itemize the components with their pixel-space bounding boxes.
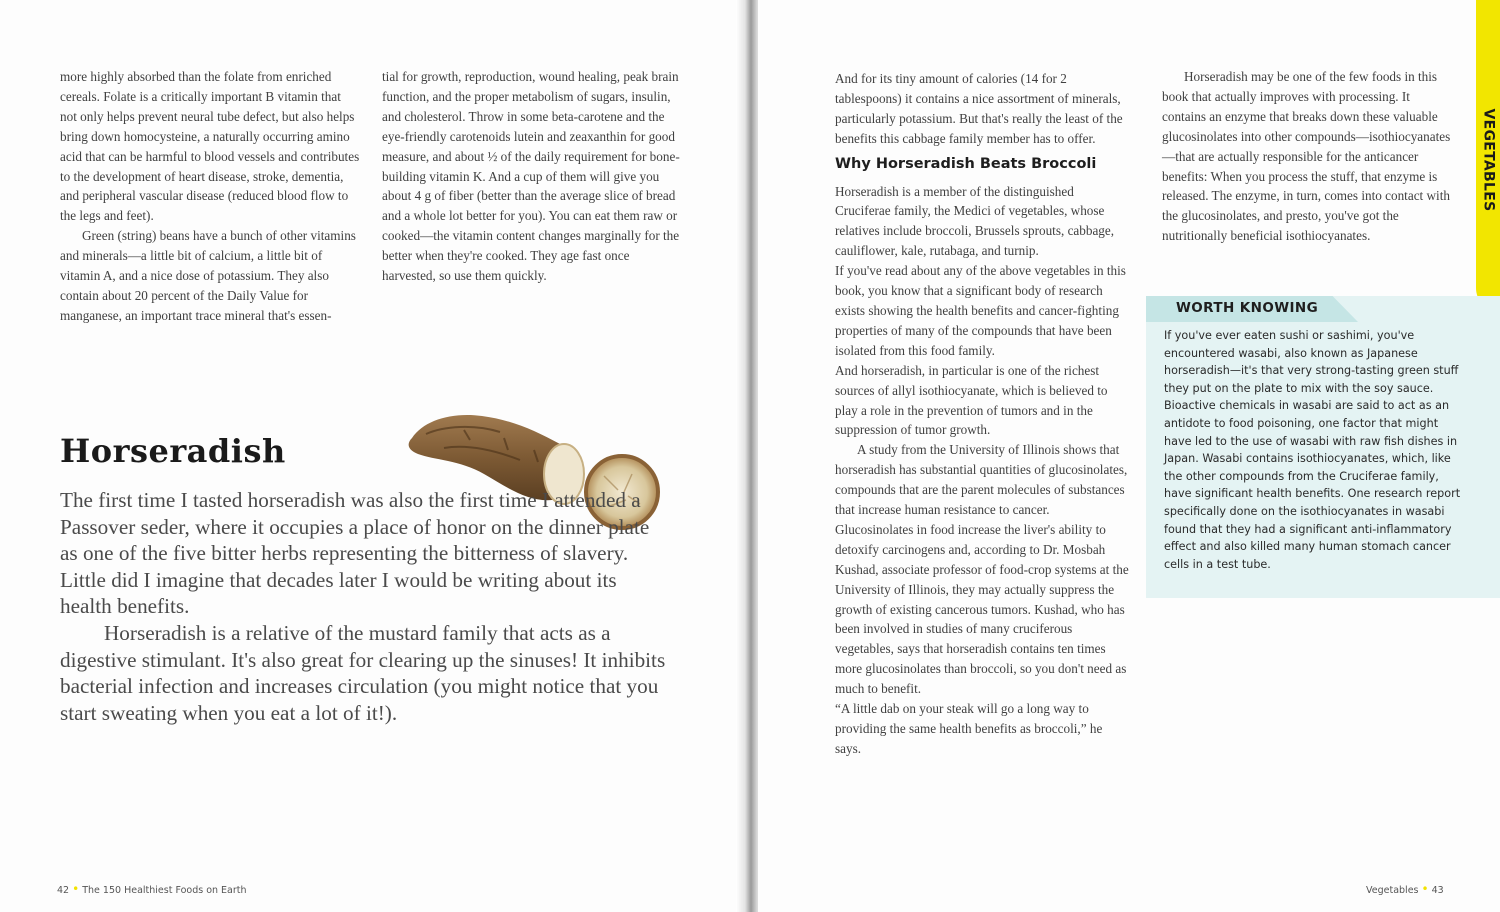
intro-paragraph: Horseradish is a relative of the mustard family that acts as a digestive stimulant. It's also great for clearing up the sinuses! It inhibits bacterial infection and increases circulation (you might notice that you start sweating when you eat a lot of it!). [60,620,666,725]
sidebar-body: If you've ever eaten sushi or sashimi, you've encountered wasabi, also known as Japanese horseradish—it's that very strong-tasting green stuff they put on the plate to mix with the soy sauce. Bioactive chemicals in wasabi are said to act as an antidote to food poisoning, one factor that might have led to the use of wasabi with raw fish dishes in Japan. Wasabi contains isothiocyanates, which, like the other compounds from the Cruciferae family, have significant health benefits. One research report specifically done on the isothiocyanates in wasabi found that they had a significant anti-inflammatory effect and also killed many human stomach cancer cells in a test tube. [1164,329,1461,571]
paragraph: Horseradish is a member of the distinguished Cruciferae family, the Medici of vegetables, whose relatives include broccoli, Brussels sprouts, cabbage, cauliflower, kale, rutabaga, and turnip. [835,183,1115,259]
section-title: Horseradish [60,432,286,470]
right-column-1 [835,69,1129,759]
paragraph: A study from the University of Illinois shows that horseradish has substantial quantities of glucosinolates, compounds that are the parent molecules of substances that increase human resistance to cancer. Glucosinolates in food increase the liver's ability to detoxify carcinogens and, according to Dr. Mosbah Kushad, associate professor of food-crop systems at the University of Illinois, they may actually suppress the growth of existing cancerous tumors. Kushad, who has been involved in studies of many cruciferous vegetables, says that horseradish contains ten times more glucosinolates than broccoli, so you don't need as much to benefit. [835,442,1129,697]
right-footer [1366,882,1444,896]
right-column-2 [1162,67,1454,246]
paragraph: more highly absorbed than the folate from enriched cereals. Folate is a critically important B vitamin that not only helps prevent neural tube defect, but also helps bring down homocysteine, a naturally occurring amino acid that can be harmful to blood vessels and contributes to the development of heart disease, stroke, dementia, and peripheral vascular disease (reduced blood flow to the legs and feet). [60,69,360,224]
paragraph: And for its tiny amount of calories (14 for 2 tablespoons) it contains a nice assortment of minerals, particularly potassium. But that's really the least of the benefits this cabbage family member has to offer. [835,71,1123,146]
bullet-icon: • [1421,882,1429,896]
left-column-2 [382,67,684,286]
right-page [758,0,1500,912]
left-footer [57,882,247,896]
left-page [0,0,748,912]
section-name: Vegetables [1366,885,1419,896]
page-number: 43 [1431,885,1444,896]
paragraph: tial for growth, reproduction, wound healing, peak brain function, and the proper metabolism of sugars, insulin, and cholesterol. Throw in some beta-carotene and the eye-friendly carotenoids lutein and zeaxanthin for good measure, and about ½ of the daily requirement for bone-building vitamin K. And a cup of them will give you about 4 g of fiber (better than the average slice of bread and a whole lot better for you). You can eat them raw or cooked—the vitamin content changes marginally for the better when they're cooked. They age fast once harvested, so use them quickly. [382,69,680,284]
paragraph: And horseradish, in particular is one of the richest sources of allyl isothiocyanate, which is believed to play a role in the prevention of tumors and in the suppression of tumor growth. [835,362,1108,438]
paragraph: Green (string) beans have a bunch of other vitamins and minerals—a little bit of calcium, a little bit of vitamin A, and a nice dose of potassium. They also contain about 20 percent of the Daily Value for manganese, an important trace mineral that's essen- [60,228,356,323]
bullet-icon: • [72,882,80,896]
intro-text [60,487,670,726]
intro-paragraph: The first time I tasted horseradish was also the first time I attended a Passover seder, where it occupies a place of honor on the dinner plate as one of the five bitter herbs representing the bitterness of slavery. Little did I imagine that decades later I would be writing about its health benefits. [60,488,650,619]
worth-knowing-box [1146,296,1500,598]
page-number: 42 [57,885,70,896]
book-title: The 150 Healthiest Foods on Earth [82,885,247,896]
section-tab-label: VEGETABLES [1480,108,1496,212]
subheading: Why Horseradish Beats Broccoli [835,155,1097,172]
paragraph: “A little dab on your steak will go a long way to providing the same health benefits as broccoli,” he says. [835,701,1103,756]
paragraph: Horseradish may be one of the few foods in this book that actually improves with processing. It contains an enzyme that breaks down these valuable glucosinolates into other compounds—isothiocyanates—that are actually responsible for the anticancer benefits: When you process the stuff, that enzyme is released. The enzyme, in turn, comes into contact with the glucosinolates, and presto, you've got the nutritionally beneficial isothiocyanates. [1162,69,1451,244]
paragraph: If you've read about any of the above vegetables in this book, you know that a significant body of research exists showing the health benefits and cancer-fighting properties of many of the compounds that have been isolated from this food family. [835,263,1126,358]
sidebar-title: WORTH KNOWING [1176,300,1319,316]
left-column-1 [60,67,360,326]
